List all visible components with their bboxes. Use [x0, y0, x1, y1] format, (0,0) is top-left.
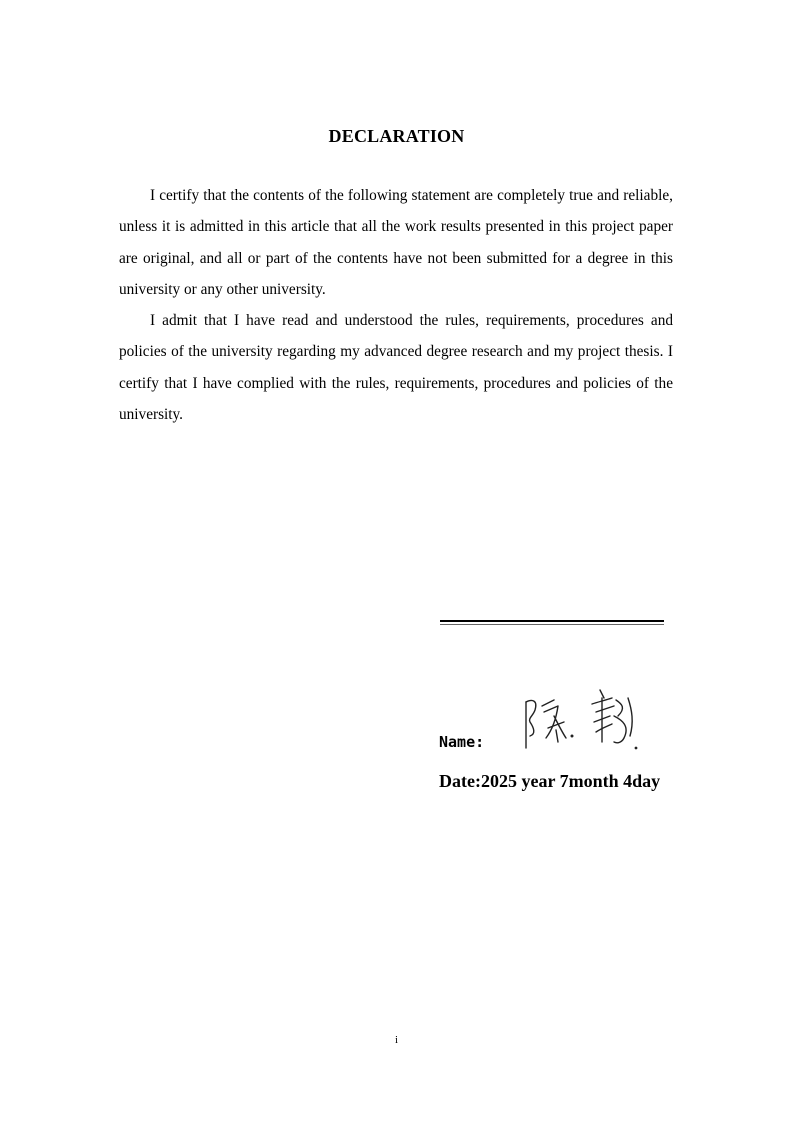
paragraph-2: I admit that I have read and understood the rules, requirements, procedures and policies of the university regarding my advanced degree research and my project thesis. I certify that I have complied with the rules, requirements, procedures and policies of the university.	[119, 312, 673, 424]
page-title: DECLARATION	[328, 126, 465, 146]
name-label: Name:	[439, 733, 485, 751]
signature-line	[440, 620, 664, 622]
handwritten-signature	[518, 686, 648, 756]
signature-line-underline	[440, 624, 664, 625]
page-number: i	[394, 1034, 399, 1046]
declaration-body	[119, 180, 673, 430]
paragraph-1: I certify that the contents of the following statement are completely true and reliable, unless it is admitted in this article that all the work results presented in this project paper are original, and all or part of the contents have not been submitted for a degree in this university or any other university.	[119, 187, 673, 298]
date-line: Date:2025 year 7month 4day	[439, 771, 661, 791]
